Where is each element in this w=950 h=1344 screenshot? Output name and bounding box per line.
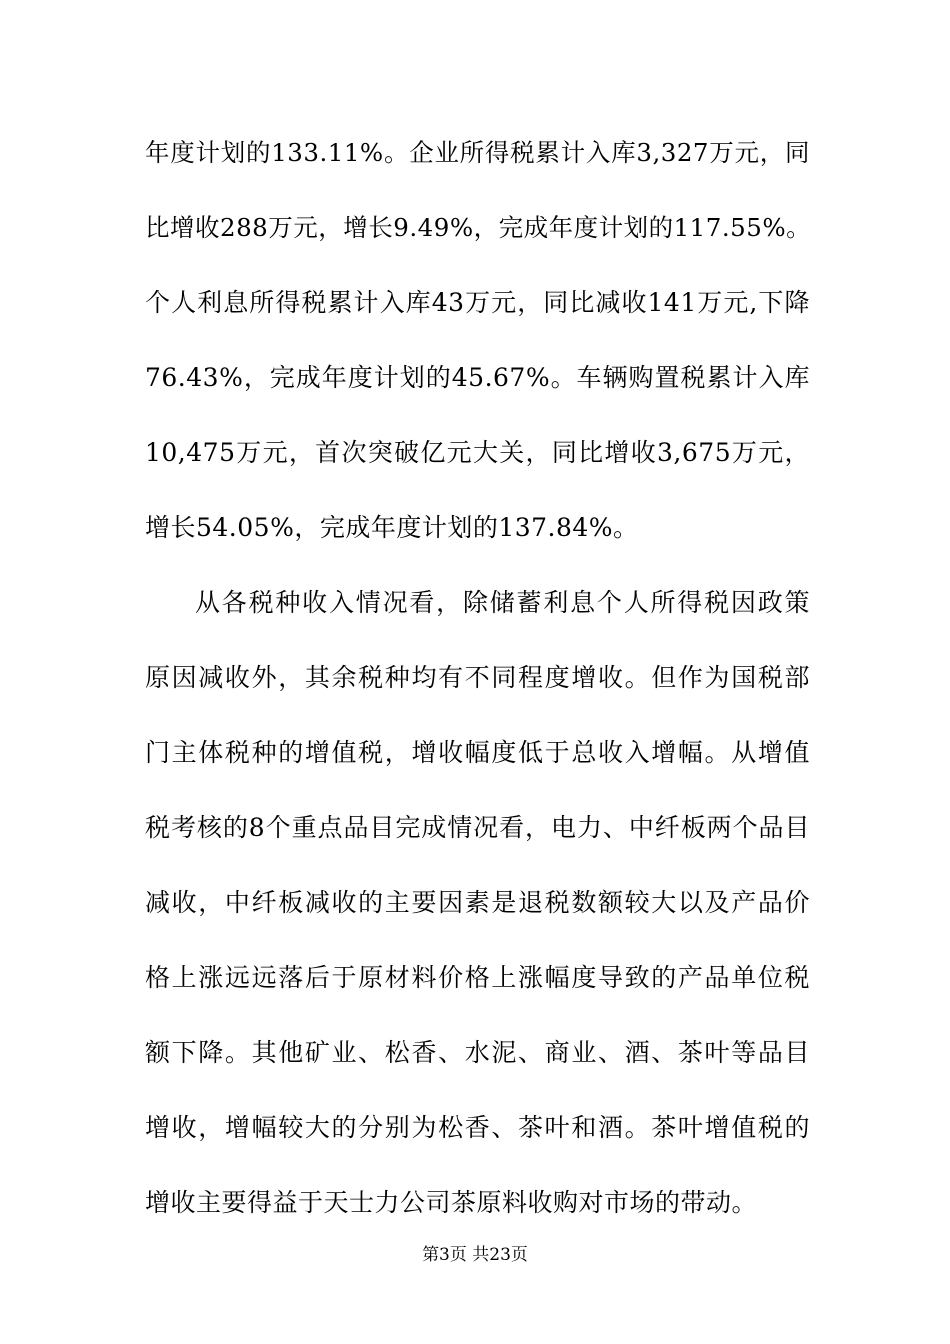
paragraph-line-10: 税考核的8个重点品目完成情况看，电力、中纤板两个品目 <box>145 813 810 842</box>
paragraph-line-7: 从各税种收入情况看，除储蓄利息个人所得税因政策 <box>195 588 810 617</box>
page-number: 第3页 共23页 <box>422 1245 528 1265</box>
paragraph-line-1: 年度计划的133.11%。企业所得税累计入库3,327万元，同 <box>145 138 810 167</box>
paragraph-line-5: 10,475万元，首次突破亿元大关，同比增收3,675万元， <box>145 438 810 467</box>
paragraph-line-4: 76.43%，完成年度计划的45.67%。车辆购置税累计入库 <box>145 363 810 392</box>
paragraph-line-11: 减收，中纤板减收的主要因素是退税数额较大以及产品价 <box>145 888 810 917</box>
paragraph-line-13: 额下降。其他矿业、松香、水泥、商业、酒、茶叶等品目 <box>145 1038 810 1067</box>
paragraph-line-3: 个人利息所得税累计入库43万元，同比减收141万元,下降 <box>145 288 810 317</box>
paragraph-line-8: 原因减收外，其余税种均有不同程度增收。但作为国税部 <box>145 663 810 692</box>
paragraph-line-12: 格上涨远远落后于原材料价格上涨幅度导致的产品单位税 <box>145 963 810 992</box>
paragraph-line-15: 增收主要得益于天士力公司茶原料收购对市场的带动。 <box>145 1188 758 1217</box>
paragraph-line-2: 比增收288万元，增长9.49%，完成年度计划的117.55%。 <box>145 213 812 242</box>
paragraph-line-14: 增收，增幅较大的分别为松香、茶叶和酒。茶叶增值税的 <box>145 1113 810 1142</box>
paragraph-line-9: 门主体税种的增值税，增收幅度低于总收入增幅。从增值 <box>145 738 810 767</box>
paragraph-line-6: 增长54.05%，完成年度计划的137.84%。 <box>145 513 639 542</box>
